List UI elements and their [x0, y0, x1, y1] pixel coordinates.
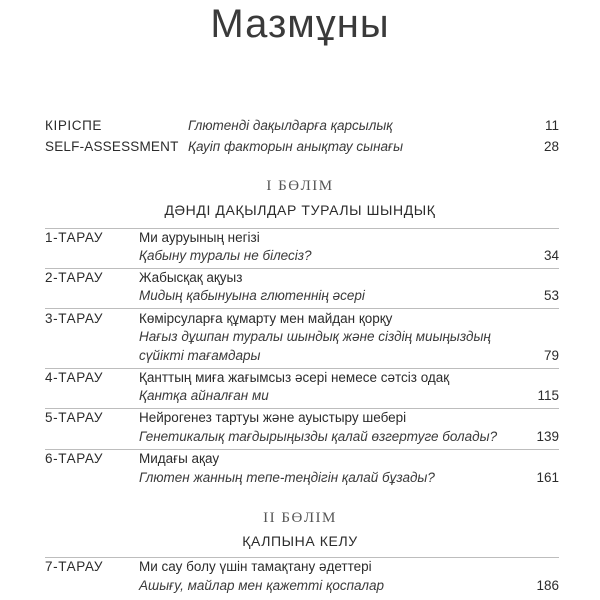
entry-page-number: 115 [537, 388, 559, 403]
entry-page-number: 79 [543, 348, 559, 363]
entry-page-number: 186 [536, 578, 559, 593]
entry-page-number: 34 [543, 248, 559, 263]
entry-label: SELF-ASSESSMENT [45, 139, 179, 154]
chapter-subtitle: Глютен жанның тепе-теңдігін қалай бұзады? [139, 470, 435, 485]
divider [45, 449, 559, 450]
entry-subtitle: Глютенді дақылдарға қарсылық [188, 118, 393, 133]
chapter-title: Нейрогенез тартуы және ауыстыру шебері [139, 410, 407, 425]
part-label: І БӨЛІМ [266, 178, 334, 194]
part-title: ҚАЛПЫНА КЕЛУ [242, 533, 358, 549]
entry-subtitle: Қауіп факторын анықтау сынағы [188, 139, 404, 154]
chapter-title: Қанттың миға жағымсыз әсері немесе сәтсіз одақ [139, 370, 450, 385]
chapter-title: Ми сау болу үшін тамақтану әдеттері [139, 559, 372, 574]
chapter-subtitle-continued: сүйікті тағамдары [139, 348, 261, 363]
entry-page-number: 53 [543, 288, 559, 303]
chapter-label: 4-ТАРАУ [45, 370, 104, 385]
chapter-subtitle: Мидың қабынуына глютеннің әсері [139, 288, 365, 303]
chapter-label: 2-ТАРАУ [45, 270, 104, 285]
entry-page-number: 161 [536, 470, 559, 485]
chapter-subtitle: Генетикалық тағдырыңызды қалай өзгертуге болады? [139, 429, 498, 444]
chapter-subtitle: Ашығу, майлар мен қажетті қоспалар [139, 578, 385, 593]
divider [45, 268, 559, 269]
page-title: Мазмұны [210, 2, 390, 46]
entry-page-number: 139 [536, 429, 559, 444]
part-title: ДӘНДІ ДАҚЫЛДАР ТУРАЛЫ ШЫНДЫҚ [164, 202, 436, 218]
entry-label: КІРІСПЕ [45, 118, 103, 133]
chapter-subtitle: Нағыз дұшпан туралы шындық және сіздің миыңыздың [139, 329, 491, 344]
chapter-title: Жабысқақ ақуыз [139, 270, 243, 285]
chapter-title: Мидағы ақау [139, 451, 220, 466]
chapter-title: Ми ауруының негізі [139, 230, 260, 245]
chapter-subtitle: Қантқа айналған ми [139, 388, 269, 403]
chapter-label: 5-ТАРАУ [45, 410, 104, 425]
entry-page-number: 28 [543, 139, 559, 154]
part-label: ІІ БӨЛІМ [263, 510, 337, 526]
divider [45, 228, 559, 229]
chapter-label: 7-ТАРАУ [45, 559, 104, 574]
entry-page-number: 11 [544, 118, 559, 133]
chapter-title: Көмірсуларға құмарту мен майдан қорқу [139, 311, 393, 326]
chapter-label: 1-ТАРАУ [45, 230, 104, 245]
chapter-subtitle: Қабыну туралы не білесіз? [139, 248, 312, 263]
chapter-label: 6-ТАРАУ [45, 451, 104, 466]
chapter-label: 3-ТАРАУ [45, 311, 104, 326]
